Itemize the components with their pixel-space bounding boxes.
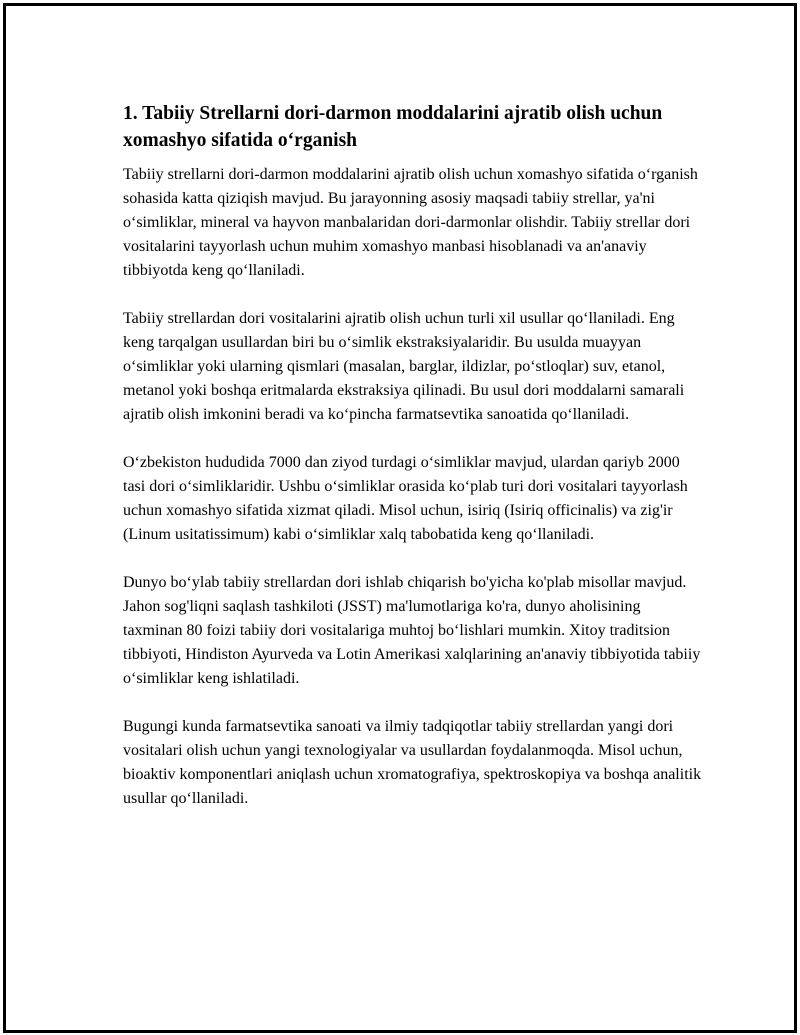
section-heading: 1. Tabiiy Strellarni dori-darmon moddalarini ajratib olish uchun xomashyo sifatida o‘rganish [123, 103, 663, 151]
paragraph-2: Tabiiy strellardan dori vositalarini ajratib olish uchun turli xil usullar qo‘llaniladi. Eng keng tarqalgan usullardan biri bu o‘simlik ekstraksiyalaridir. Bu usulda muayyan o‘simliklar yoki ularning qismlari (masalan, barglar, ildizlar, po‘stloqlar) suv, etanol, metanol yoki boshqa eritmalarda ekstraksiya qilinadi. Bu usul dori moddalarni samarali ajratib olish imkonini beradi va ko‘pincha farmatsevtika sanoatida qo‘llaniladi. [123, 310, 685, 423]
paragraph-3: O‘zbekiston hududida 7000 dan ziyod turdagi o‘simliklar mavjud, ulardan qariyb 2000 tasi dori o‘simliklaridir. Ushbu o‘simliklar orasida ko‘plab turi dori vositalari tayyorlash uchun xomashyo sifatida xizmat qiladi. Misol uchun, isiriq (Isiriq officinalis) va zig'ir (Linum usitatissimum) kabi o‘simliklar xalq tabobatida keng qo‘llaniladi. [123, 454, 688, 543]
page-frame [3, 3, 797, 1033]
paragraph-1: Tabiiy strellarni dori-darmon moddalarini ajratib olish uchun xomashyo sifatida o‘rganish sohasida katta qiziqish mavjud. Bu jarayonning asosiy maqsadi tabiiy strellar, ya'ni o‘simliklar, mineral va hayvon manbalaridan dori-darmonlar olishdir. Tabiiy strellar dori vositalarini tayyorlash uchun muhim xomashyo manbasi hisoblanadi va an'anaviy tibbiyotda keng qo‘llaniladi. [123, 166, 698, 279]
paragraph-5: Bugungi kunda farmatsevtika sanoati va ilmiy tadqiqotlar tabiiy strellardan yangi dori vositalari olish uchun yangi texnologiyalar va usullardan foydalanmoqda. Misol uchun, bioaktiv komponentlari aniqlash uchun xromatografiya, spektroskopiya va boshqa analitik usullar qo‘llaniladi. [123, 718, 702, 807]
paragraph-4: Dunyo bo‘ylab tabiiy strellardan dori ishlab chiqarish bo'yicha ko'plab misollar mavjud. Jahon sog'liqni saqlash tashkiloti (JSST) ma'lumotlariga ko'ra, dunyo aholisining taxminan 80 foizi tabiiy dori vositalariga muhtoj bo‘lishlari mumkin. Xitoy traditsion tibbiyoti, Hindiston Ayurveda va Lotin Amerikasi xalqlarining an'anaviy tibbiyotida tabiiy o‘simliklar keng ishlatiladi. [123, 574, 701, 687]
document-body [123, 100, 703, 811]
